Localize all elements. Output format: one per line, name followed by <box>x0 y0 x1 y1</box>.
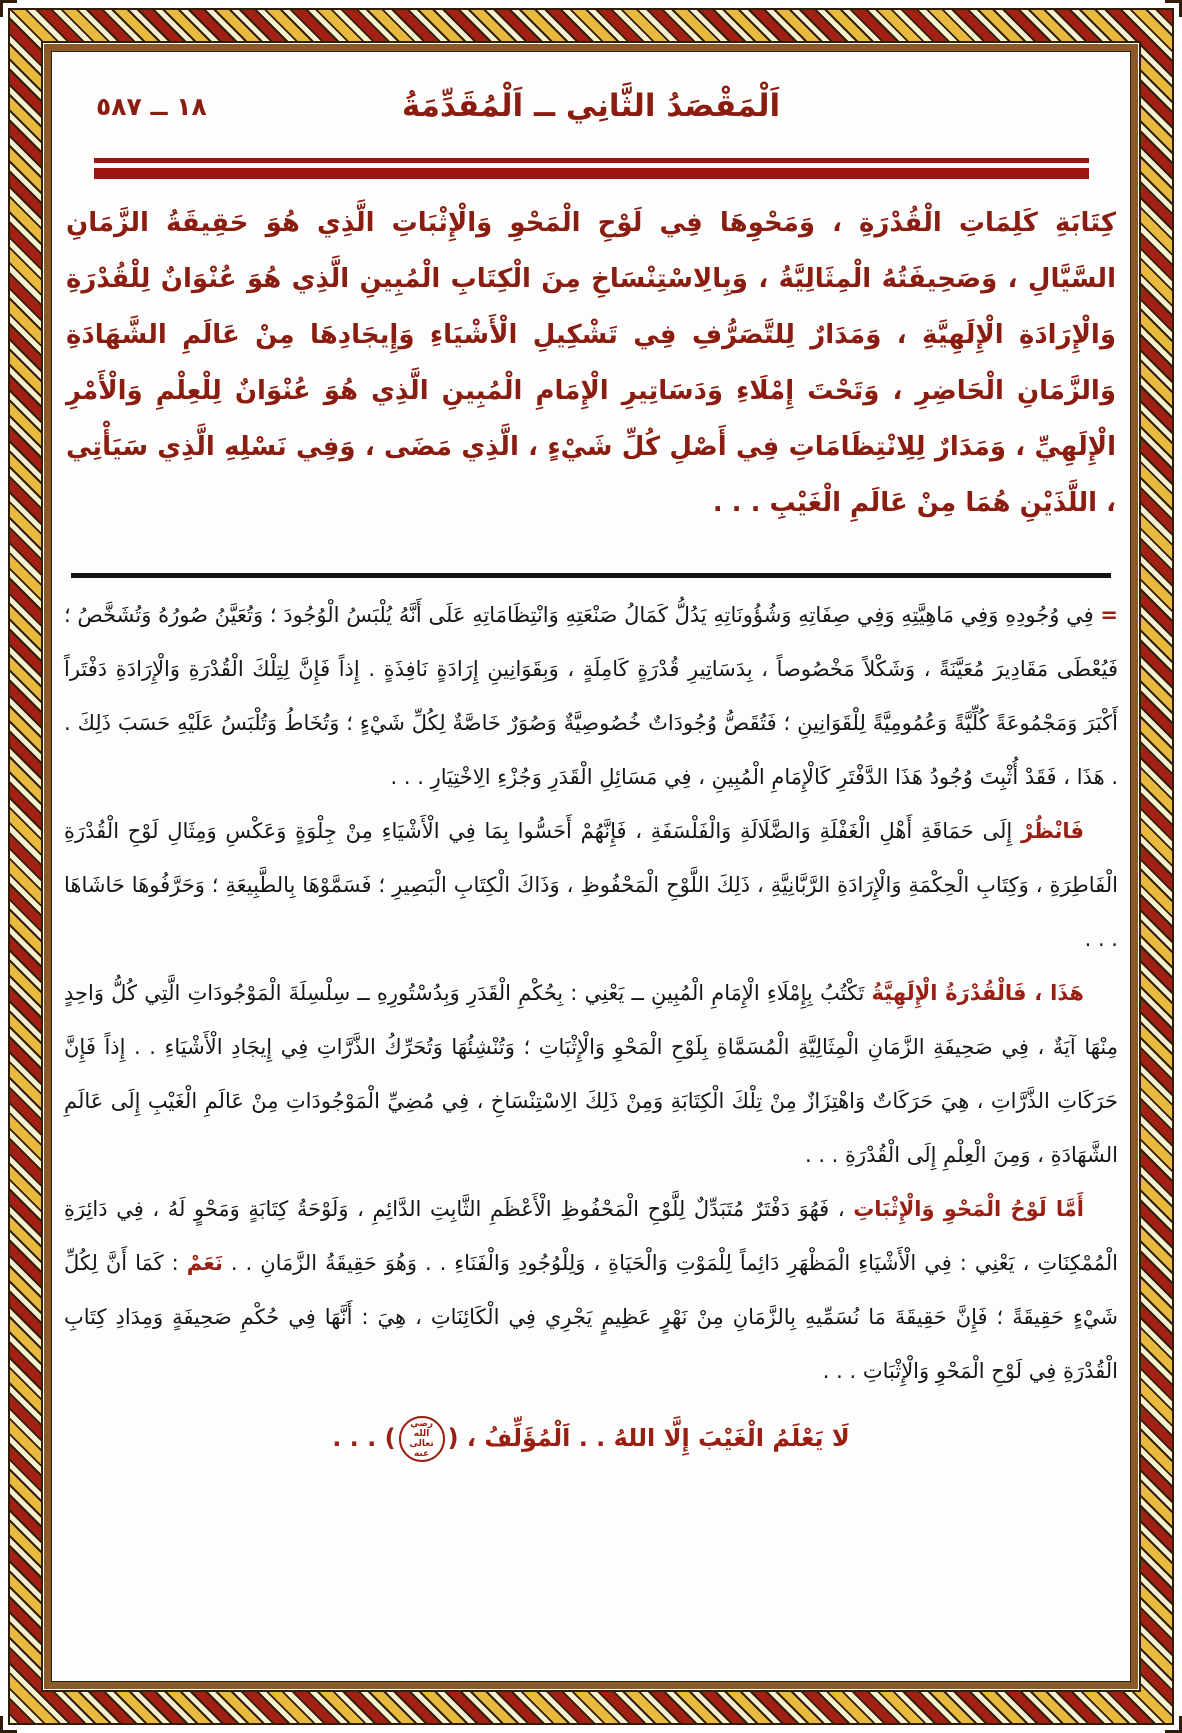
footnote-plain-text: فِي وُجُودِهِ وَفِي مَاهِيَّتِهِ وَفِي صِفَاتِهِ وَشُؤُونَاتِهِ يَدُلُّ كَمَالُ صَنْعَتِهِ وَانْتِظَامَاتِهِ عَلَى أَنَّهُ يُلْبَسُ الْوُجُودَ ؛ وَتُعَيَّنُ صُورُهُ وَتُشَخَّصُ ؛ فَيُعْطَى مَقَادِيرَ مُعَيَّنَةً ، وَشَكْلاً مَخْصُوصاً ، بِدَسَاتِيرِ قُدْرَةٍ كَامِلَةٍ ، وَبِقَوَانِينِ إِرَادَةٍ نَافِذَةٍ . إِذاً فَإِنَّ لِتِلْكَ الْقُدْرَةِ وَالْإِرَادَةِ دَفْتَراً أَكْبَرَ وَمَجْمُوعَةً كُلِّيَّةً وَعُمُومِيَّةً لِلْقَوَانِينِ ؛ فَتُقَصُّ وُجُودَاتٌ خُصُوصِيَّةٌ وَصُوَرٌ خَاصَّةٌ لِكُلِّ شَيْءٍ ؛ وَتُخَاطُ وَتُلْبَسُ عَلَيْهِ حَسَبَ ذَلِكَ . . هَذَا ، فَقَدْ أُثْبِتَ وُجُودُ هَذَا الدَّفْتَرِ كَالْإِمَامِ الْمُبِينِ ، فِي مَسَائِلِ الْقَدَرِ وَجُزْءِ الِاخْتِيَارِ . . . <box>64 603 1118 789</box>
page-content <box>52 52 1130 1681</box>
page-header <box>64 66 1118 142</box>
footnote-red-phrase: أَمَّا لَوْحُ الْمَحْوِ وَالْإِثْبَاتِ <box>853 1197 1084 1221</box>
page-number: ١٨ ــ ٥٨٧ <box>96 92 207 121</box>
footnote-red-phrase: فَانْظُرْ <box>1020 819 1084 843</box>
page-title: اَلْمَقْصَدُ الثَّانِي ــ اَلْمُقَدِّمَةُ <box>401 88 781 124</box>
footnote-plain-text: : كَمَا أَنَّ لِكُلِّ شَيْءٍ حَقِيقَةً ؛ فَإِنَّ حَقِيقَةَ مَا نُسَمِّيهِ بِالزَّمَانِ مِنْ نَهْرٍ عَظِيمٍ يَجْرِي فِي الْكَائِنَاتِ ، هِيَ : أَنَّهَا فِي حُكْمِ صَحِيفَةٍ وَمِدَادِ كِتَابِ الْقُدْرَةِ فِي لَوْحِ الْمَحْوِ وَالْإِثْبَاتِ . . . <box>64 1251 1118 1383</box>
rule-thick-bar <box>94 168 1089 179</box>
closing-prefix: لَا يَعْلَمُ الْغَيْبَ إِلَّا اللهُ . . اَلْمُؤَلِّفُ ، ( <box>447 1424 850 1452</box>
footnote-plain-text: ، فَهُوَ دَفْتَرٌ مُتَبَدِّلٌ لِلَّوْحِ الْمَحْفُوظِ الْأَعْظَمِ الثَّابِتِ الدَّائِمِ ، وَلَوْحَةُ كِتَابَةٍ وَمَحْوٍ لَهُ ، فِي دَائِرَةِ الْمُمْكِنَاتِ ، يَعْنِي : فِي الْأَشْيَاءِ الْمَظْهَرِ دَائِماً لِلْمَوْتِ وَالْحَيَاةِ ، وَلِلْوُجُودِ وَالْفَنَاءِ . . وَهُوَ حَقِيقَةُ الزَّمَانِ . . <box>64 1197 1119 1275</box>
header-double-rule <box>94 158 1089 179</box>
footnote-divider <box>71 573 1111 578</box>
footnote-paragraph <box>64 966 1118 1182</box>
footnote-plain-text: إِلَى حَمَاقَةِ أَهْلِ الْغَفْلَةِ وَالضَّلَالَةِ وَالْفَلْسَفَةِ ، فَإِنَّهُمْ أَحَسُّوا بِمَا فِي الْأَشْيَاءِ مِنْ جِلْوَةٍ وَعَكْسِ وَمِثَالِ لَوْحِ الْقُدْرَةِ الْفَاطِرَةِ ، وَكِتَابِ الْحِكْمَةِ وَالْإِرَادَةِ الرَّبَّانِيَّةِ ، ذَلِكَ اللَّوْحِ الْمَحْفُوظِ ، وَذَاكَ الْكِتَابِ الْبَصِيرِ ؛ فَسَمَّوْهَا بِالطَّبِيعَةِ ؛ وَحَرَّفُوهَا حَاشَاهَا . . . <box>64 819 1118 951</box>
footnote-closing-line <box>64 1408 1118 1468</box>
footnote-red-phrase: هَذَا ، فَالْقُدْرَةُ الْإِلَهِيَّةُ <box>871 981 1084 1005</box>
footnote-red-phrase: نَعَمْ <box>186 1251 223 1275</box>
footnote-paragraph <box>64 1182 1118 1398</box>
author-seal: رضي الله تعالى عنه <box>399 1416 445 1462</box>
footnote-paragraph <box>64 804 1118 966</box>
rule-thin-bar <box>94 158 1089 163</box>
main-body-text: كِتَابَةِ كَلِمَاتِ الْقُدْرَةِ ، وَمَحْوِهَا فِي لَوْحِ الْمَحْوِ وَالْإِثْبَاتِ الَّذِي هُوَ حَقِيقَةُ الزَّمَانِ السَّيَّالِ ، وَصَحِيفَتُهُ الْمِثَالِيَّةُ ، وَبِالِاسْتِنْسَاخِ مِنَ الْكِتَابِ الْمُبِينِ الَّذِي هُوَ عُنْوَانٌ لِلْقُدْرَةِ وَالْإِرَادَةِ الْإِلَهِيَّةِ ، وَمَدَارٌ لِلتَّصَرُّفِ فِي تَشْكِيلِ الْأَشْيَاءِ وَإِيجَادِهَا مِنْ عَالَمِ الشَّهَادَةِ وَالزَّمَانِ الْحَاضِرِ ، وَتَحْتَ إِمْلَاءِ وَدَسَاتِيرِ الْإِمَامِ الْمُبِينِ الَّذِي هُوَ عُنْوَانٌ لِلْعِلْمِ وَالْأَمْرِ الْإِلَهِيِّ ، وَمَدَارٌ لِلِانْتِظَامَاتِ فِي أَصْلِ كُلِّ شَيْءٍ ، الَّذِي مَضَى ، وَفِي نَسْلِهِ الَّذِي سَيَأْتِي ، اللَّذَيْنِ هُمَا مِنْ عَالَمِ الْغَيْبِ . . . <box>66 208 1116 518</box>
footnote-paragraph <box>64 588 1118 804</box>
footnote-text <box>64 588 1118 1398</box>
footnote-plain-text: تَكْتُبُ بِإِمْلَاءِ الْإِمَامِ الْمُبِينِ ــ يَعْنِي : بِحُكْمِ الْقَدَرِ وَبِدُسْتُورِهِ ــ سِلْسِلَةَ الْمَوْجُودَاتِ الَّتِي كُلُّ وَاحِدٍ مِنْهَا آيَةٌ ، فِي صَحِيفَةِ الزَّمَانِ الْمِثَالِيَّةِ الْمُسَمَّاةِ بِلَوْحِ الْمَحْوِ وَالْإِثْبَاتِ ؛ وَتُنْشِئُهَا وَتُحَرِّكُ الذَّرَّاتِ فِي إِيجَادِ الْأَشْيَاءِ . . إِذاً فَإِنَّ حَرَكَاتِ الذَّرَّاتِ ، هِيَ حَرَكَاتٌ وَاهْتِزَازٌ مِنْ تِلْكَ الْكِتَابَةِ وَمِنْ ذَلِكَ الِاسْتِنْسَاخِ ، فِي مُضِيِّ الْمَوْجُودَاتِ مِنْ عَالَمِ الْغَيْبِ إِلَى عَالَمِ الشَّهَادَةِ ، وَمِنَ الْعِلْمِ إِلَى الْقُدْرَةِ . . . <box>64 981 1118 1167</box>
closing-suffix: ) . . . <box>332 1424 396 1452</box>
footnote-red-phrase: = <box>1100 603 1118 627</box>
